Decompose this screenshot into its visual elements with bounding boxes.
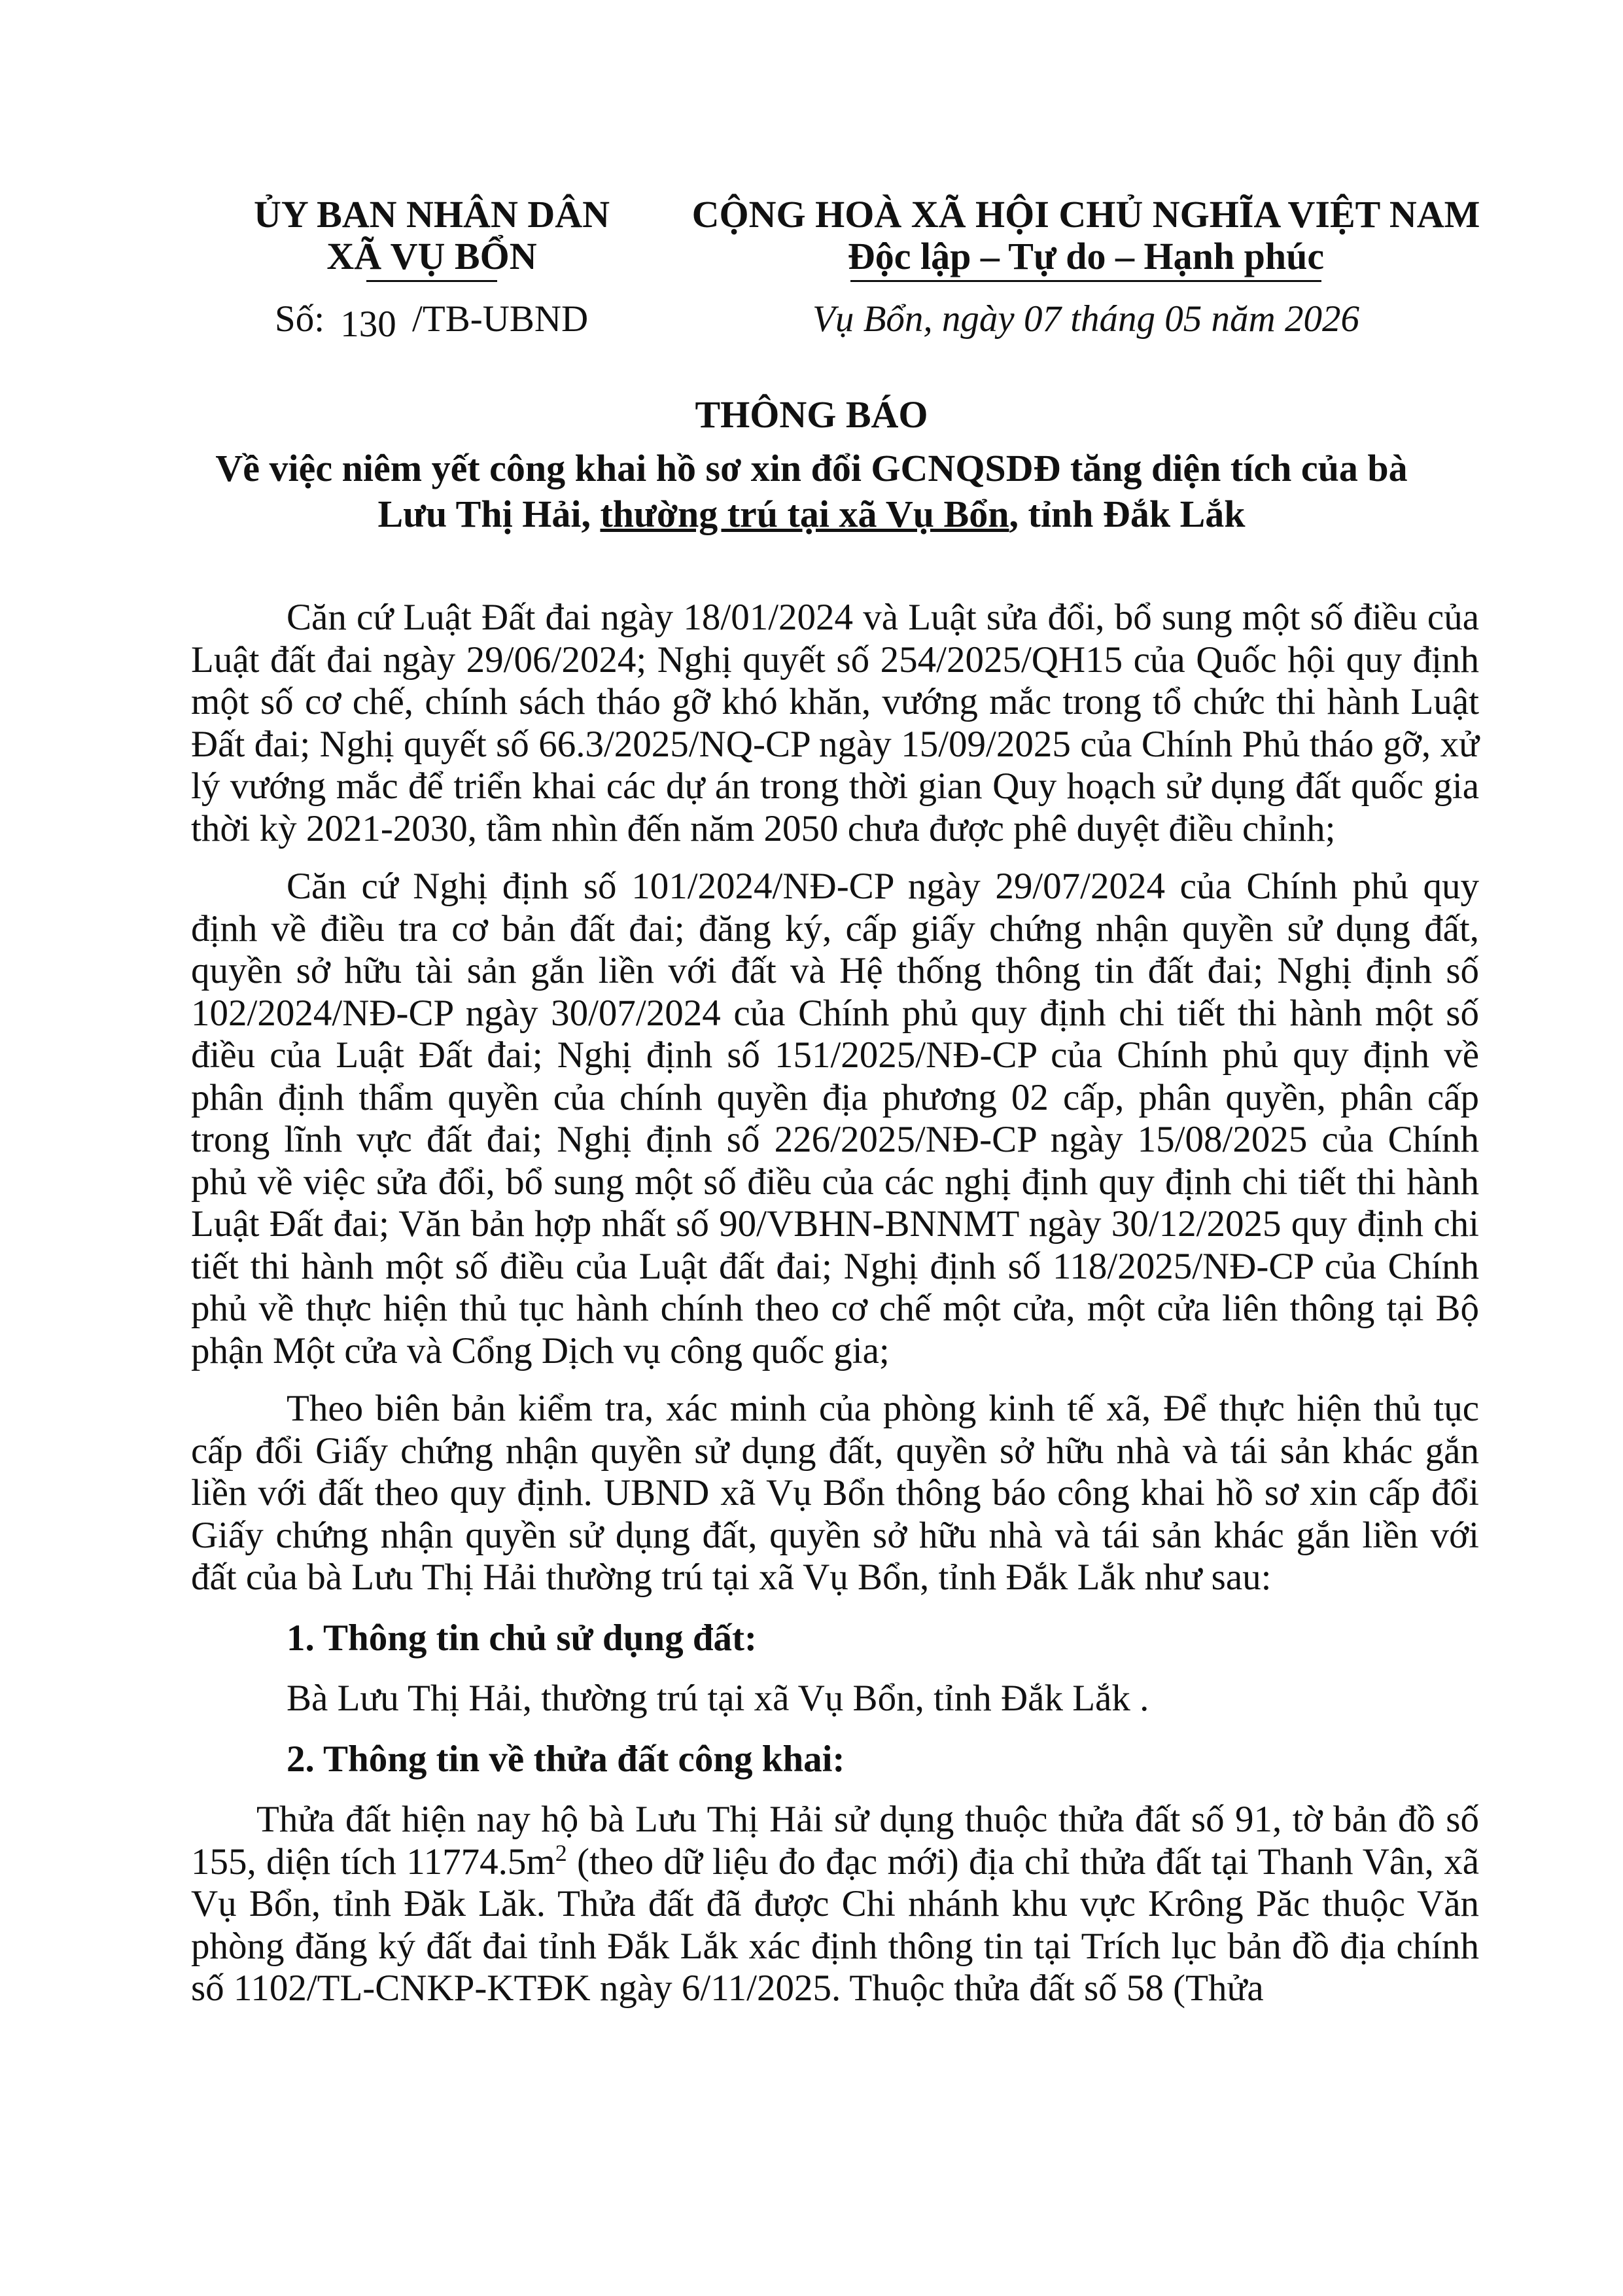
issuing-authority-line2: XÃ VỤ BỔN <box>326 235 537 277</box>
verification-paragraph: Theo biên bản kiểm tra, xác minh của phòng kinh tế xã, Để thực hiện thủ tục cấp đổi Giấy chứng nhận quyền sử dụng đất, quyền sở hữu nhà và tái sản khác gắn liền với đất theo quy định. UBND xã Vụ Bổn thông báo công khai hồ sơ xin cấp đổi Giấy chứng nhận quyền sử dụng đất, quyền sở hữu nhà và tái sản khác gắn liền với đất của bà Lưu Thị Hải thường trú tại xã Vụ Bổn, tỉnh Đắk Lắk như sau: <box>191 1388 1479 1598</box>
document-body <box>191 597 1479 2010</box>
authority-underline <box>366 280 497 282</box>
document-number-suffix: /TB-UBND <box>412 298 589 340</box>
national-title: CỘNG HOÀ XÃ HỘI CHỦ NGHĨA VIỆT NAM <box>691 193 1480 236</box>
subject-name: Lưu Thị Hải, <box>377 493 601 535</box>
section-heading-land-parcel: 2. Thông tin về thửa đất công khai: <box>287 1738 845 1780</box>
area-unit-superscript: 2 <box>555 1839 567 1866</box>
legal-basis-paragraph-1: Căn cứ Luật Đất đai ngày 18/01/2024 và Luật sửa đổi, bổ sung một số điều của Luật đất đai ngày 29/06/2024; Nghị quyết số 254/2025/QH15 của Quốc hội quy định một số cơ chế, chính sách tháo gỡ khó khăn, vướng mắc trong tổ chức thi hành Luật Đất đai; Nghị quyết số 66.3/2025/NQ-CP ngày 15/09/2025 của Chính Phủ tháo gỡ, xử lý vướng mắc để triển khai các dự án trong thời gian Quy hoạch sử dụng đất quốc gia thời kỳ 2021-2030, tầm nhìn đến năm 2050 chưa được phê duyệt điều chỉnh; <box>191 597 1479 849</box>
document-subject-line2 <box>0 492 1623 536</box>
subject-province: , tỉnh Đắk Lắk <box>1009 493 1246 535</box>
issuing-authority-line1: ỦY BAN NHÂN DÂN <box>253 193 610 236</box>
place-date: Vụ Bổn, ngày 07 tháng 05 năm 2026 <box>812 298 1359 340</box>
document-number <box>275 298 589 345</box>
section-heading-owner-info: 1. Thông tin chủ sử dụng đất: <box>287 1617 758 1659</box>
land-parcel-paragraph <box>191 1799 1479 2010</box>
owner-info-line: Bà Lưu Thị Hải, thường trú tại xã Vụ Bổn, tỉnh Đắk Lắk . <box>287 1678 1149 1719</box>
legal-basis-paragraph-2: Căn cứ Nghị định số 101/2024/NĐ-CP ngày 29/07/2024 của Chính phủ quy định về điều tra cơ bản đất đai; đăng ký, cấp giấy chứng nhận quyền sử dụng đất, quyền sở hữu tài sản gắn liền với đất và Hệ thống thông tin đất đai; Nghị định số 102/2024/NĐ-CP ngày 30/07/2024 của Chính phủ quy định chi tiết thi hành một số điều của Luật Đất đai; Nghị định số 151/2025/NĐ-CP của Chính phủ quy định về phân định thẩm quyền của chính quyền địa phương 02 cấp, phân quyền, phân cấp trong lĩnh vực đất đai; Nghị định số 226/2025/NĐ-CP ngày 15/08/2025 của Chính phủ về việc sửa đổi, bổ sung một số điều của các nghị định quy định chi tiết thi hành Luật Đất đai; Văn bản hợp nhất số 90/VBHN-BNNMT ngày 30/12/2025 quy định chi tiết thi hành một số điều của Luật đất đai; Nghị định số 118/2025/NĐ-CP của Chính phủ về thực hiện thủ tục hành chính theo cơ chế một cửa, một cửa liên thông tại Bộ phận Một cửa và Cổng Dịch vụ công quốc gia; <box>191 866 1479 1371</box>
document-subject-line1: Về việc niêm yết công khai hồ sơ xin đổi GCNQSDĐ tăng diện tích của bà <box>215 447 1408 489</box>
motto-underline <box>850 280 1321 282</box>
document-title: THÔNG BÁO <box>695 393 928 436</box>
national-motto: Độc lập – Tự do – Hạnh phúc <box>847 235 1325 277</box>
land-parcel-text-b: (theo dữ liệu đo đạc mới) địa chỉ thửa đất tại Thanh Vân, xã Vụ Bổn, tỉnh Đăk Lăk. Thửa đất đã được Chi nhánh khu vực Krông Păc thuộc Văn phòng đăng ký đất đai tỉnh Đắk Lắk xác định thông tin tại Trích lục bản đồ địa chính số 1102/TL-CNKP-KTĐK ngày 6/11/2025. Thuộc thửa đất số 58 (Thửa <box>191 1841 1479 2009</box>
document-number-value: 130 <box>340 304 396 345</box>
document-number-prefix: Số: <box>275 298 325 340</box>
subject-residence: thường trú tại xã Vụ Bổn <box>600 493 1009 535</box>
land-parcel-text-a: Thửa đất hiện nay hộ bà Lưu Thị Hải sử dụng thuộc thửa đất số 91, tờ bản đồ số 155, diện tích 11774.5m <box>191 1799 1479 1882</box>
